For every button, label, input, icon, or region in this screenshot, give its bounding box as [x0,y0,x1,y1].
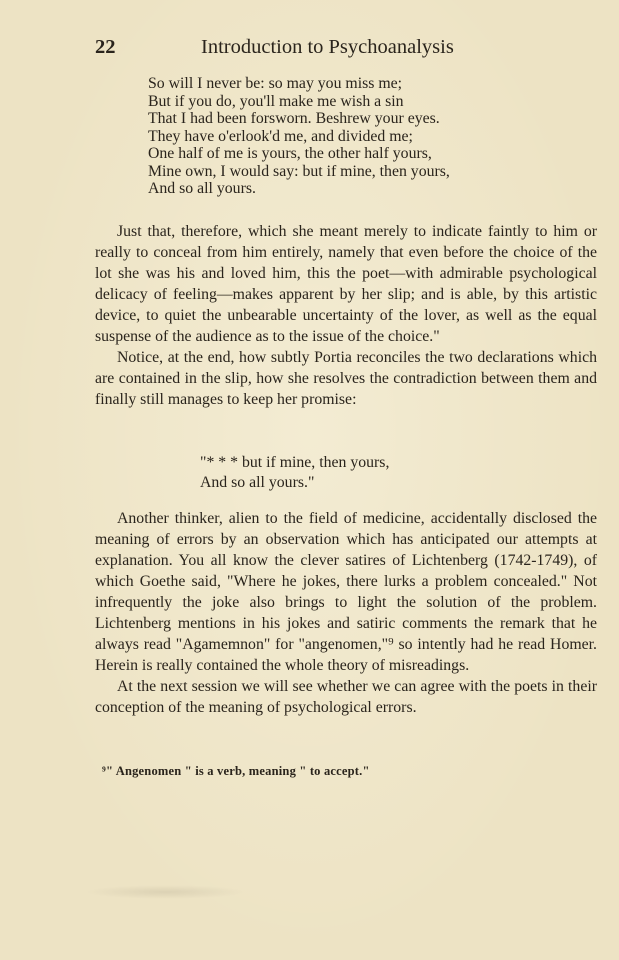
page-header [95,36,515,66]
paragraph: Another thinker, alien to the field of medicine, accidentally disclosed the meaning of errors by an observation which has anticipated our attempts at explanation. You all know the clever satires of Lichtenberg (1742-1749), of which Goethe said, "Where he jokes, there lurks a problem concealed." Not infrequently the joke also brings to light the solution of the problem. Lichtenberg mentions in his jokes and satiric comments the remark that he always read "Agamemnon" for "angenomen,"⁹ so intently had he read Homer. Herein is really contained the whole theory of misreadings. [95,510,597,674]
verse-line: So will I never be: so may you miss me; [148,75,403,92]
running-title: Introduction to Psychoanalysis [201,36,454,58]
paragraph: Just that, therefore, which she meant merely to indicate faintly to him or really to conceal from him entirely, namely that even before the choice of the lot she was his and loved him, this the poet—with admirable psychological delicacy of feeling—makes apparent by her slip; and is able, by this artistic device, to quiet the unbearable uncertainty of the lover, as well as the equal suspense of the audience as to the issue of the choice." [95,223,597,345]
verse-line: And so all yours. [148,180,256,197]
paragraph: At the next session we will see whether we can agree with the poets in their conception of the meaning of psychological errors. [95,678,597,716]
footnote: ⁹" Angenomen " is a verb, meaning " to accept." [102,764,370,778]
verse-line: But if you do, you'll make me wish a sin [148,92,404,110]
page-smudge [85,885,245,899]
verse-line: Mine own, I would say: but if mine, then yours, [148,162,450,180]
paragraph-block-1 [95,221,597,410]
verse-line: One half of me is yours, the other half yours, [148,145,432,162]
verse-quotation [148,75,450,198]
quote-line: "* * * but if mine, then yours, [200,454,390,471]
verse-line: That I had been forsworn. Beshrew your eyes. [148,110,440,127]
paragraph: Notice, at the end, how subtly Portia reconciles the two declarations which are contained in the slip, how she resolves the contradiction between them and finally still manages to keep her promise: [95,349,597,408]
quote-line: And so all yours." [200,474,315,491]
inline-quotation [200,453,389,493]
paragraph-block-2 [95,508,597,718]
page-number: 22 [95,36,116,58]
verse-line: They have o'erlook'd me, and divided me; [148,127,413,145]
